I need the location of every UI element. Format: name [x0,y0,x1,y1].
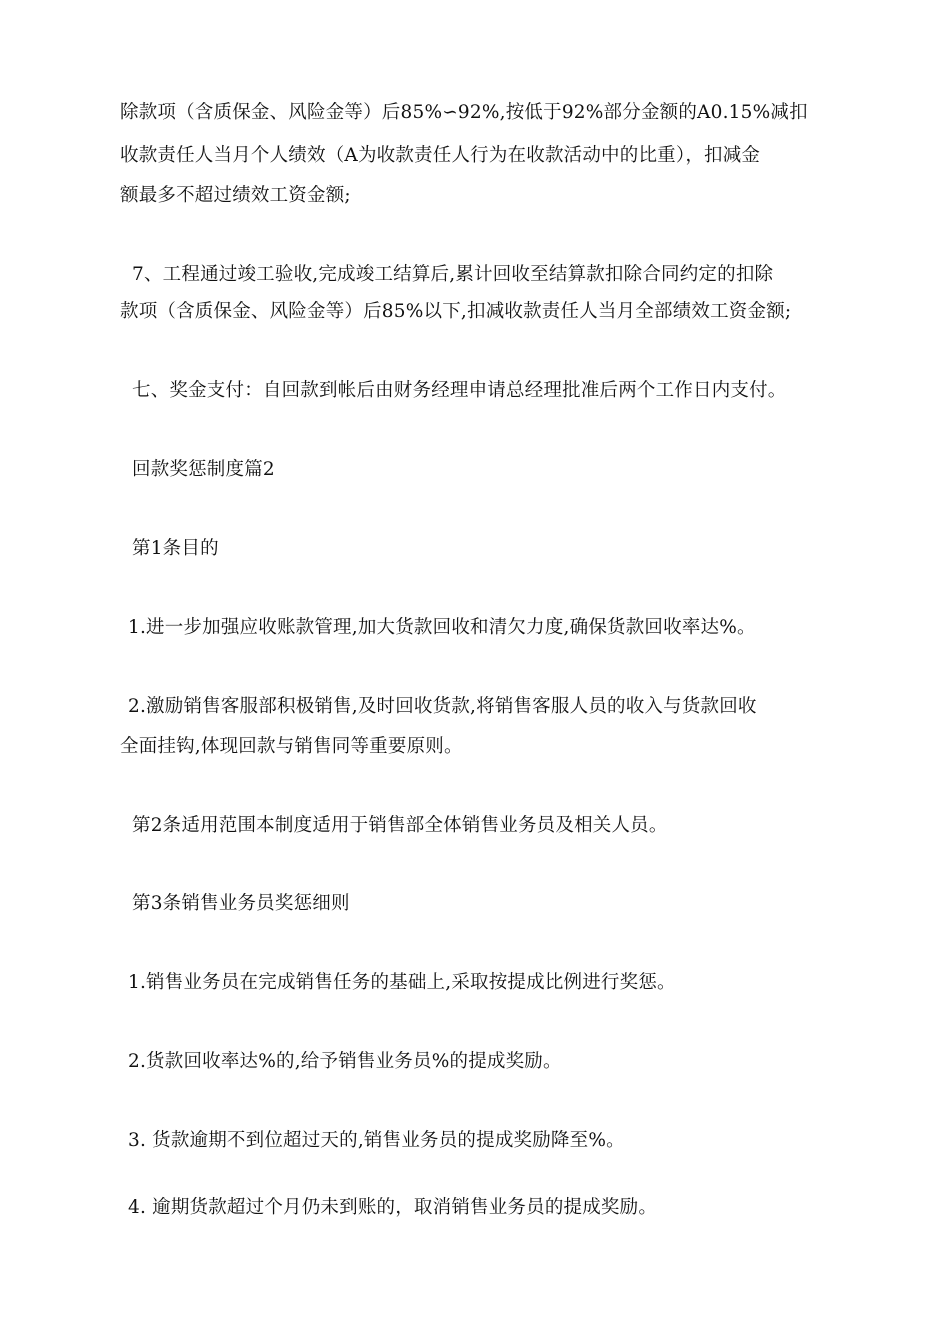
text-line: 1.销售业务员在完成销售任务的基础上,采取按提成比例进行奖惩。 [128,972,676,993]
text-line: 收款责任人当月个人绩效（A为收款责任人行为在收款活动中的比重），扣减金 [120,145,761,166]
text-line: 款项（含质保金、风险金等）后85%以下,扣减收款责任人当月全部绩效工资金额; [120,301,792,322]
text-line: 七、奖金支付：自回款到帐后由财务经理申请总经理批准后两个工作日内支付。 [132,380,787,401]
article-heading: 第1条目的 [132,538,219,559]
text-line: 7、工程通过竣工验收,完成竣工结算后,累计回收至结算款扣除合同约定的扣除 [132,264,774,285]
section-heading: 回款奖惩制度篇2 [132,459,275,480]
text-line: 额最多不超过绩效工资金额; [120,185,351,206]
text-line: 2.激励销售客服部积极销售,及时回收货款,将销售客服人员的收入与货款回收 [128,696,757,717]
text-line: 全面挂钩,体现回款与销售同等重要原则。 [120,736,463,757]
text-line: 3. 货款逾期不到位超过天的,销售业务员的提成奖励降至%。 [128,1130,625,1151]
text-line: 1.进一步加强应收账款管理,加大货款回收和清欠力度,确保货款回收率达%。 [128,617,756,638]
text-line: 2.货款回收率达%的,给予销售业务员%的提成奖励。 [128,1051,562,1072]
article-heading: 第3条销售业务员奖惩细则 [132,893,350,914]
text-line: 第2条适用范围本制度适用于销售部全体销售业务员及相关人员。 [132,815,668,836]
text-line: 除款项（含质保金、风险金等）后85%∽92%,按低于92%部分金额的A0.15%减扣 [120,102,808,123]
text-line: 4. 逾期货款超过个月仍未到账的，取消销售业务员的提成奖励。 [128,1197,658,1218]
